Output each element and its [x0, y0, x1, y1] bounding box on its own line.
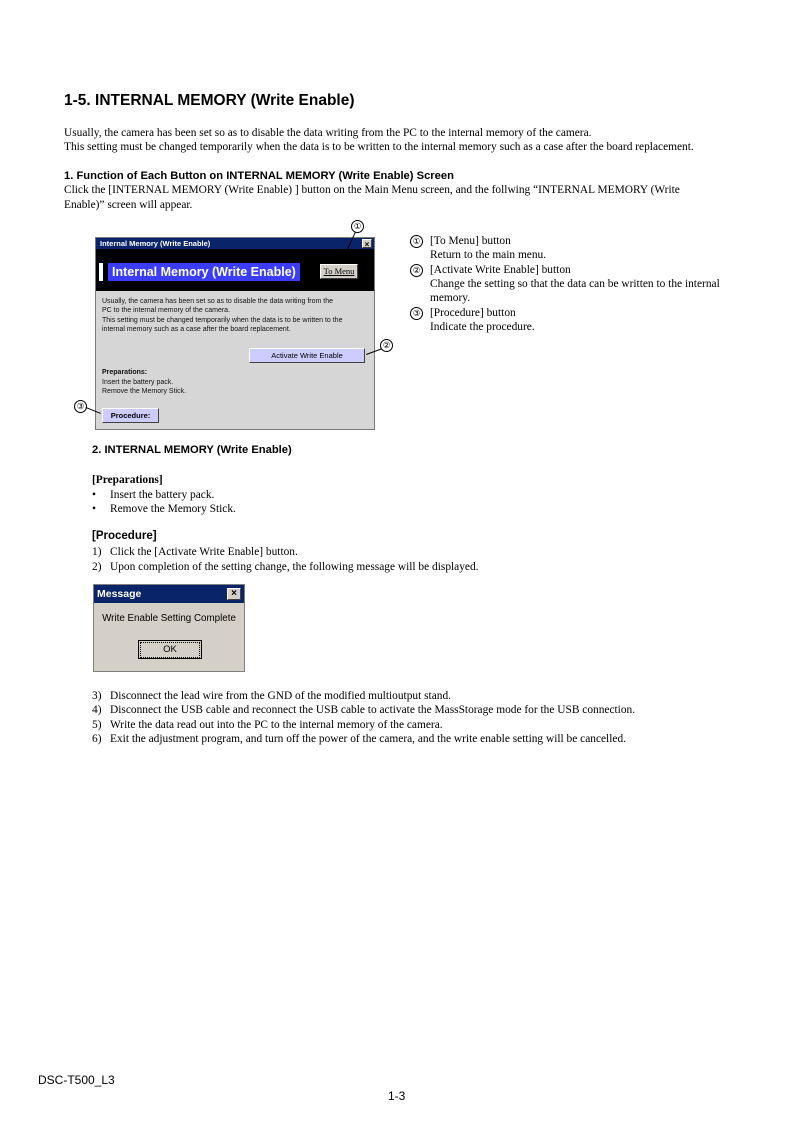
message-titlebar — [94, 585, 244, 603]
intro-line-1: Usually, the camera has been set so as to disable the data writing from the PC to the internal memory of the camera. — [64, 127, 592, 139]
message-title: Message — [97, 588, 142, 600]
intro-line-2: This setting must be changed temporarily when the data is to be written to the internal memory such as a case after the board replacement. — [64, 141, 694, 153]
screen-prep-2: Remove the Memory Stick. — [102, 388, 187, 395]
screen-text-4: internal memory such as a case after the board replacement. — [102, 326, 291, 333]
screen-close-icon[interactable]: × — [362, 239, 372, 248]
callout-2: ② — [380, 339, 393, 352]
callout-3: ③ — [74, 400, 87, 413]
screen-text-3: This setting must be changed temporarily when the data is to be written to the — [102, 317, 343, 324]
screen-prep-1: Insert the battery pack. — [102, 379, 174, 386]
screen-text-1: Usually, the camera has been set so as to disable the data writing from the — [102, 298, 333, 305]
footer-page-number: 1-3 — [388, 1089, 406, 1103]
message-close-icon[interactable]: × — [227, 588, 241, 600]
sub2-prep-heading: [Preparations] — [92, 474, 163, 486]
sub2-proc-heading: [Procedure] — [92, 530, 157, 542]
banner-accent — [99, 263, 103, 281]
screen-banner — [96, 249, 374, 291]
banner-title: Internal Memory (Write Enable) — [108, 263, 300, 281]
screen-title: Internal Memory (Write Enable) — [100, 239, 211, 248]
sub2-title: 2. INTERNAL MEMORY (Write Enable) — [92, 444, 292, 456]
screen-prep-heading: Preparations: — [102, 369, 148, 376]
message-dialog — [93, 584, 245, 672]
internal-memory-screen — [95, 237, 375, 430]
ok-button[interactable] — [138, 640, 202, 659]
section-title: 1-5. INTERNAL MEMORY (Write Enable) — [64, 92, 355, 109]
sub1-title: 1. Function of Each Button on INTERNAL MEMORY (Write Enable) Screen — [64, 170, 454, 182]
footer-model: DSC-T500_L3 — [38, 1073, 115, 1087]
ok-label: OK — [140, 642, 200, 658]
message-text: Write Enable Setting Complete — [102, 613, 236, 624]
screen-text-2: PC to the internal memory of the camera. — [102, 307, 230, 314]
procedure-button[interactable]: Procedure: — [102, 408, 159, 423]
sub1-line-2: Enable)” screen will appear. — [64, 199, 193, 211]
callout-1: ① — [351, 220, 364, 233]
screen-titlebar — [96, 238, 374, 249]
activate-write-enable-button[interactable]: Activate Write Enable — [249, 348, 365, 363]
to-menu-button[interactable]: To Menu — [320, 264, 358, 279]
sub1-line-1: Click the [INTERNAL MEMORY (Write Enable) ] button on the Main Menu screen, and the follwing “INTERNAL MEMORY (Write — [64, 184, 680, 196]
